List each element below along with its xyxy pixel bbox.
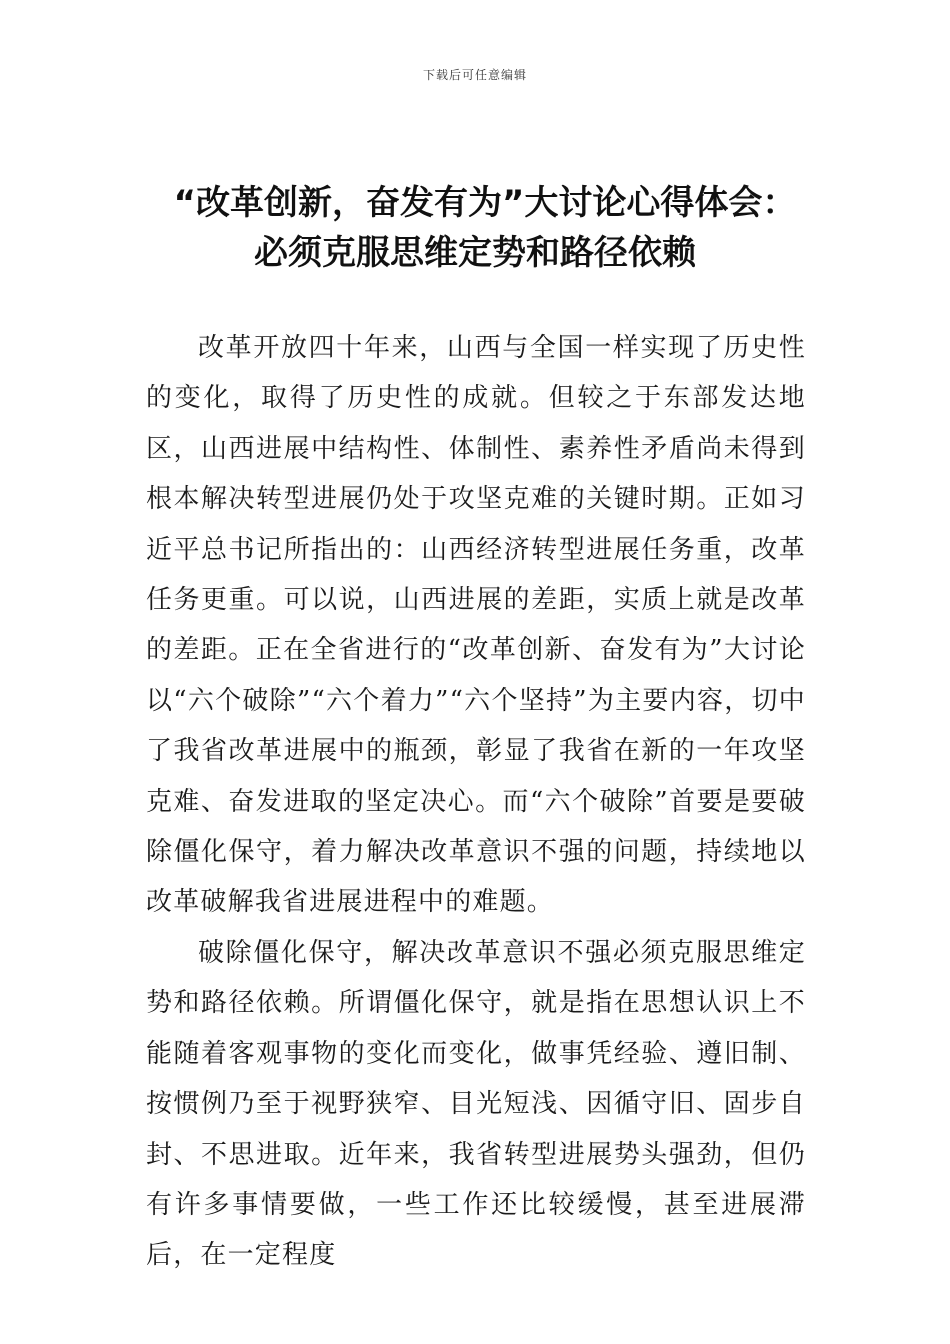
- paragraph: 改革开放四十年来，山西与全国一样实现了历史性的变化，取得了历史性的成就。但较之于东部发达地区，山西进展中结构性、体制性、素养性矛盾尚未得到根本解决转型进展仍处于攻坚克难的关键时期。正如习近平总书记所指出的：山西经济转型进展任务重，改革任务更重。可以说，山西进展的差距，实质上就是改革的差距。正在全省进行的“改革创新、奋发有为”大讨论以“六个破除”“六个着力”“六个坚持”为主要内容，切中了我省改革进展中的瓶颈，彰显了我省在新的一年攻坚克难、奋发进取的坚定决心。而“六个破除”首要是要破除僵化保守，着力解决改革意识不强的问题，持续地以改革破解我省进展进程中的难题。: [146, 333, 806, 918]
- page-header-note: 下载后可任意编辑: [422, 68, 527, 82]
- paragraph: 破除僵化保守，解决改革意识不强必须克服思维定势和路径依赖。所谓僵化保守，就是指在思想认识上不能随着客观事物的变化而变化，做事凭经验、遵旧制、按惯例乃至于视野狭窄、目光短浅、因循守旧、固步自封、不思进取。近年来，我省转型进展势头强劲，但仍有许多事情要做，一些工作还比较缓慢，甚至进展滞后，在一定程度: [146, 937, 806, 1271]
- document-title: [0, 178, 950, 278]
- document-body: [146, 323, 806, 1281]
- title-line-1: “改革创新，奋发有为”大讨论心得体会：: [173, 183, 797, 223]
- title-line-2: 必须克服思维定势和路径依赖: [254, 233, 696, 273]
